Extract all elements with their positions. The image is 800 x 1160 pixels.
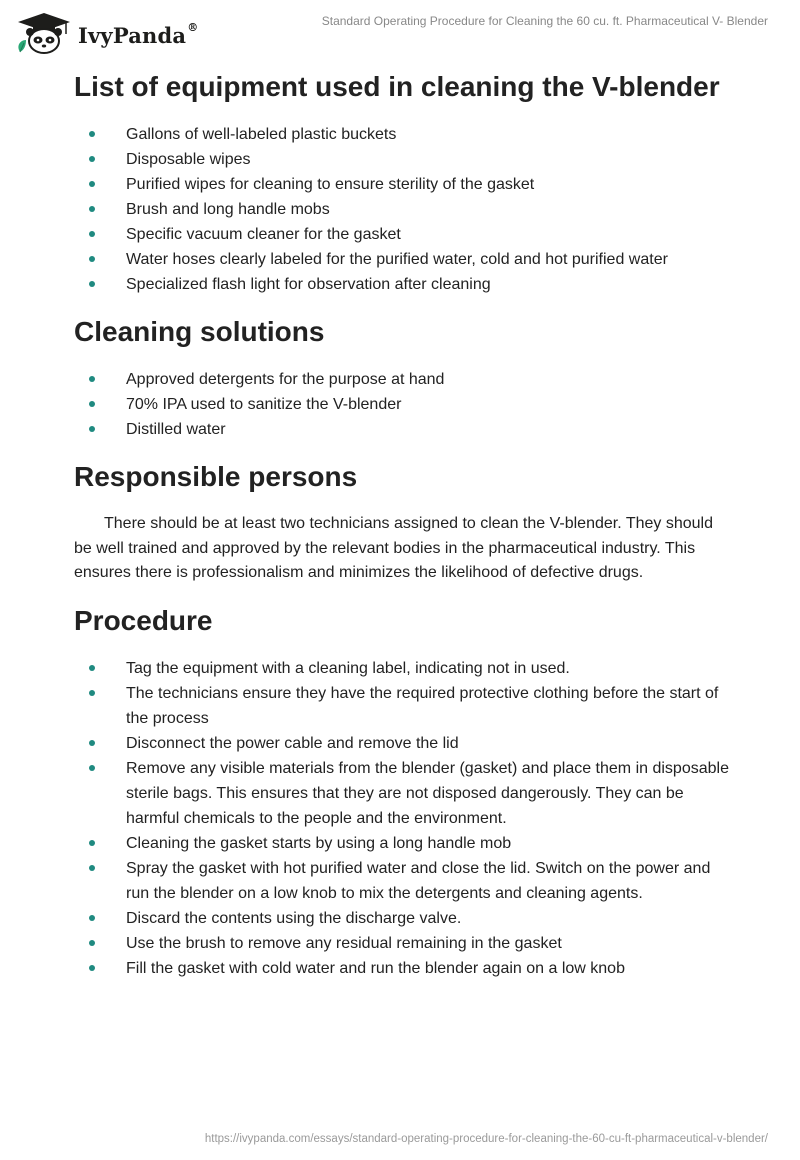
- list-item: [74, 417, 734, 442]
- list-item: [74, 222, 734, 247]
- list-item-text: Gallons of well-labeled plastic buckets: [126, 126, 397, 143]
- list-item-text: Purified wipes for cleaning to ensure sterility of the gasket: [126, 176, 535, 193]
- list-item-text: Spray the gasket with hot purified water and close the lid. Switch on the power and run the blender on a low knob to mix the detergents and cleaning agents.: [126, 859, 711, 902]
- bullet-icon: [89, 156, 95, 162]
- bullet-icon: [89, 740, 95, 746]
- list-item: [74, 681, 734, 731]
- list-item-text: Specialized flash light for observation after cleaning: [126, 276, 491, 293]
- page-header: [0, 0, 800, 60]
- list-item: [74, 147, 734, 172]
- source-url-link[interactable]: https://ivypanda.com/essays/standard-operating-procedure-for-cleaning-the-60-cu-ft-pharmaceutical-v-blender/: [204, 1133, 768, 1145]
- bullet-icon: [89, 665, 95, 671]
- list-item: [74, 956, 734, 981]
- list-item: [74, 656, 734, 681]
- bullet-icon: [89, 865, 95, 871]
- procedure-list: [74, 656, 734, 981]
- list-item-text: Disposable wipes: [126, 151, 251, 168]
- bullet-icon: [89, 206, 95, 212]
- list-item: [74, 392, 734, 417]
- list-item-text: Specific vacuum cleaner for the gasket: [126, 226, 401, 243]
- list-item: [74, 731, 734, 756]
- document-title: Standard Operating Procedure for Cleaning the 60 cu. ft. Pharmaceutical V- Blender: [321, 14, 768, 28]
- list-item: [74, 172, 734, 197]
- list-item: [74, 756, 734, 831]
- list-item-text: The technicians ensure they have the required protective clothing before the start of the process: [126, 684, 719, 727]
- list-item: [74, 122, 734, 147]
- bullet-icon: [89, 915, 95, 921]
- list-item-text: Tag the equipment with a cleaning label, indicating not in used.: [126, 659, 570, 677]
- bullet-icon: [89, 231, 95, 237]
- bullet-icon: [89, 426, 95, 432]
- bullet-icon: [89, 131, 95, 137]
- bullet-icon: [89, 256, 95, 262]
- list-item-text: Disconnect the power cable and remove the lid: [126, 734, 459, 752]
- bullet-icon: [89, 840, 95, 846]
- list-item-text: Remove any visible materials from the blender (gasket) and place them in disposable sterile bags. This ensures that they are not disposed dangerously. They can be harmful chemicals to the people and the environment.: [126, 759, 729, 827]
- list-item: [74, 856, 734, 906]
- list-item: [74, 247, 734, 272]
- list-item-text: Discard the contents using the discharge valve.: [126, 909, 462, 927]
- list-item-text: Brush and long handle mobs: [126, 201, 330, 218]
- bullet-icon: [89, 765, 95, 771]
- registered-mark: ®: [187, 21, 199, 34]
- list-item-text: 70% IPA used to sanitize the V-blender: [126, 396, 402, 413]
- list-item-text: Approved detergents for the purpose at hand: [126, 371, 445, 388]
- section-heading-equipment: List of equipment used in cleaning the V-blender: [74, 71, 720, 102]
- list-item: [74, 831, 734, 856]
- list-item-text: Fill the gasket with cold water and run the blender again on a low knob: [126, 959, 625, 977]
- list-item: [74, 931, 734, 956]
- list-item-text: Water hoses clearly labeled for the purified water, cold and hot purified water: [126, 251, 668, 268]
- bullet-icon: [89, 376, 95, 382]
- responsible-paragraph: There should be at least two technicians assigned to clean the V-blender. They should be well trained and approved by the relevant bodies in the pharmaceutical industry. This ensures there is professionalism and minimizes the likelihood of defective drugs.: [74, 515, 713, 581]
- brand-text: IvyPanda: [78, 23, 187, 48]
- document-body: [74, 66, 734, 981]
- list-item: [74, 906, 734, 931]
- list-item: [74, 272, 734, 297]
- bullet-icon: [89, 965, 95, 971]
- ivypanda-logo[interactable]: [14, 10, 234, 56]
- list-item: [74, 367, 734, 392]
- solutions-list: [74, 367, 734, 442]
- bullet-icon: [89, 401, 95, 407]
- panda-graduate-icon: [14, 10, 74, 56]
- bullet-icon: [89, 940, 95, 946]
- list-item: [74, 197, 734, 222]
- section-heading-procedure: Procedure: [74, 604, 213, 636]
- list-item-text: Cleaning the gasket starts by using a long handle mob: [126, 834, 512, 852]
- list-item-text: Use the brush to remove any residual remaining in the gasket: [126, 934, 562, 952]
- equipment-list: [74, 122, 734, 297]
- brand-name: [78, 23, 198, 48]
- bullet-icon: [89, 690, 95, 696]
- list-item-text: Distilled water: [126, 421, 226, 438]
- bullet-icon: [89, 181, 95, 187]
- section-heading-responsible: Responsible persons: [74, 461, 358, 492]
- section-heading-solutions: Cleaning solutions: [74, 316, 325, 347]
- bullet-icon: [89, 281, 95, 287]
